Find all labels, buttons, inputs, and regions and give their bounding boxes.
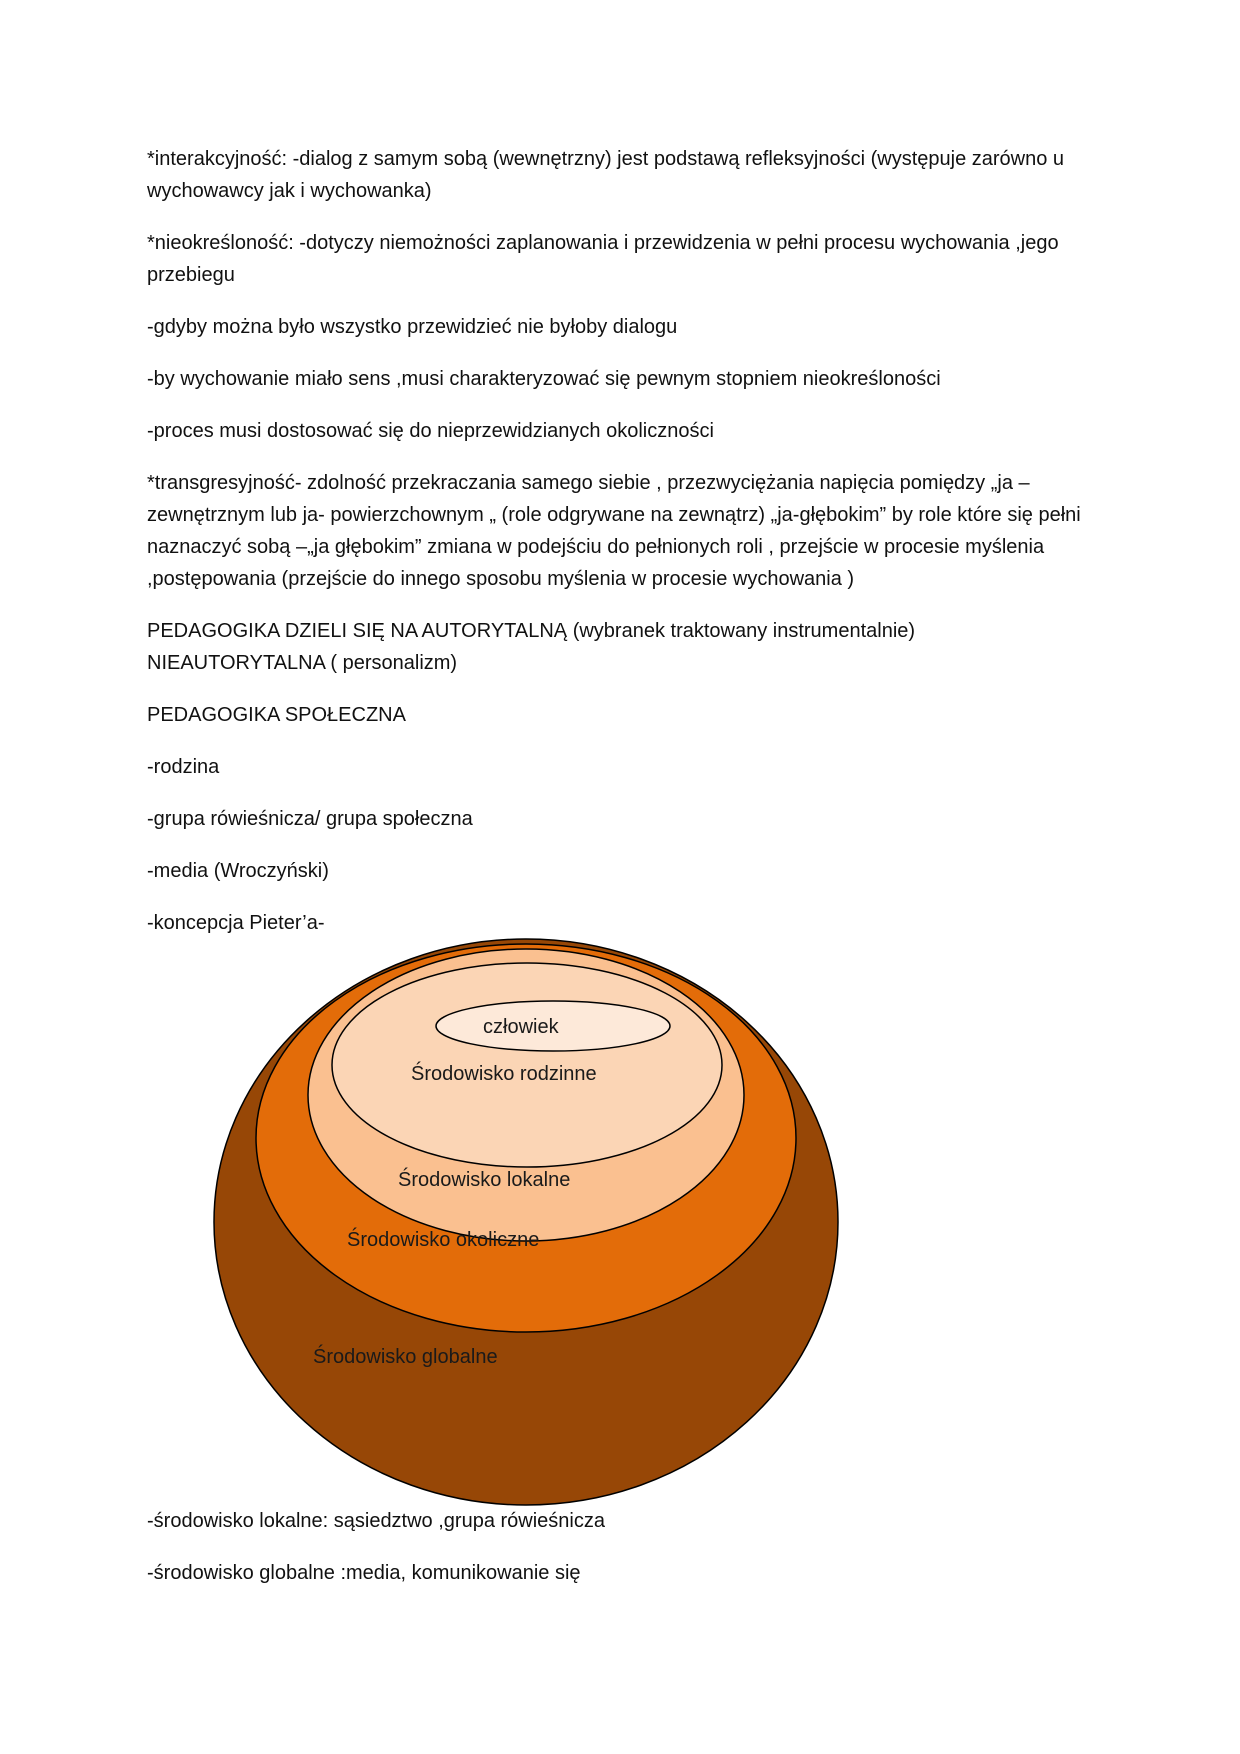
main-text <box>147 143 1107 939</box>
list-item-rodzina: -rodzina <box>147 756 220 778</box>
label-globalne: Środowisko globalne <box>313 1346 498 1368</box>
paragraph-sens: -by wychowanie miało sens ,musi charakteryzować się pewnym stopniem nieokreśloności <box>147 368 941 390</box>
paragraph-pedagogika-spoleczna: PEDAGOGIKA SPOŁECZNA <box>147 704 406 726</box>
list-item-media: -media (Wroczyński) <box>147 860 329 882</box>
label-czlowiek: człowiek <box>483 1016 559 1038</box>
paragraph-srodowisko-globalne: -środowisko globalne :media, komunikowanie się <box>147 1562 581 1584</box>
nested-ellipses-diagram <box>200 935 850 1510</box>
footer-text <box>147 1505 1107 1589</box>
list-item-koncepcja: -koncepcja Pieter’a- <box>147 912 325 934</box>
environment-diagram <box>200 935 850 1510</box>
label-lokalne: Środowisko lokalne <box>398 1169 571 1191</box>
label-rodzinne: Środowisko rodzinne <box>411 1063 597 1085</box>
paragraph-srodowisko-lokalne: -środowisko lokalne: sąsiedztwo ,grupa rówieśnicza <box>147 1510 605 1532</box>
paragraph-nieokreslonosc: *nieokreśloność: -dotyczy niemożności zaplanowania i przewidzenia w pełni procesu wychowania ,jego przebiegu <box>147 232 1065 286</box>
paragraph-proces: -proces musi dostosować się do nieprzewidzianych okoliczności <box>147 420 714 442</box>
paragraph-dialog: -gdyby można było wszystko przewidzieć nie byłoby dialogu <box>147 316 678 338</box>
list-item-grupa: -grupa rówieśnicza/ grupa społeczna <box>147 808 473 830</box>
paragraph-interakcyjnosc: *interakcyjność: -dialog z samym sobą (wewnętrzny) jest podstawą refleksyjności (występuje zarówno u wychowawcy jak i wychowanka) <box>147 148 1070 202</box>
paragraph-pedagogika-dzieli: PEDAGOGIKA DZIELI SIĘ NA AUTORYTALNĄ (wybranek traktowany instrumentalnie) NIEAUTORYTALNA ( personalizm) <box>147 620 921 674</box>
label-okoliczne: Środowisko okoliczne <box>347 1229 540 1251</box>
paragraph-transgresyjnosc: *transgresyjność- zdolność przekraczania samego siebie , przezwyciężania napięcia pomiędzy „ja – zewnętrznym lub ja- powierzchownym „ (role odgrywane na zewnątrz) „ja-głębokim” by role które się pełni naznaczyć sobą –„ja głębokim” zmiana w podejściu do pełnionych roli , przejście w procesie myślenia ,postępowania (przejście do innego sposobu myślenia w procesie wychowania ) <box>147 472 1087 590</box>
